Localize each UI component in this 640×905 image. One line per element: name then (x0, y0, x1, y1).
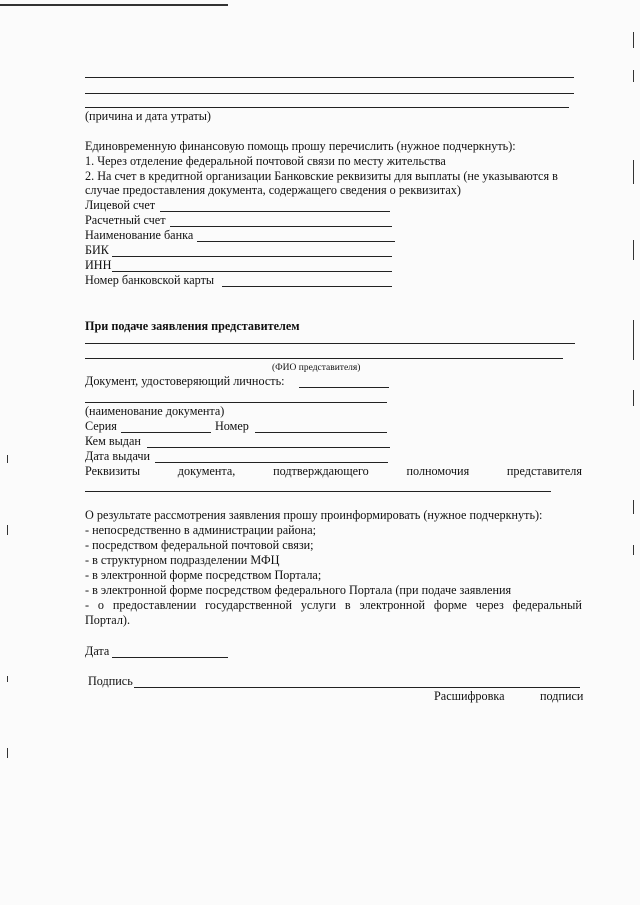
scan-margin-mark (633, 240, 634, 260)
document-name-caption: (наименование документа) (85, 404, 225, 418)
issue-date-label: Дата выдачи (85, 449, 151, 463)
option-word: в (344, 598, 351, 612)
authority-document-field[interactable] (85, 491, 551, 492)
authority-document-label (85, 464, 582, 479)
option-word: услуги (300, 598, 337, 612)
option-word: - (85, 598, 90, 612)
settlement-account-field[interactable] (170, 226, 392, 227)
option-word: электронной (359, 598, 426, 612)
bank-card-label: Номер банковской карты (85, 273, 215, 287)
authority-word: документа, (177, 464, 236, 478)
bik-field[interactable] (112, 256, 392, 257)
signature-label: Подпись (88, 674, 133, 688)
bik-label: БИК (85, 243, 109, 257)
scan-margin-mark (7, 748, 8, 758)
bank-name-field[interactable] (197, 241, 395, 242)
number-label: Номер (215, 419, 249, 433)
settlement-account-label: Расчетный счет (85, 213, 166, 227)
loss-reason-caption: (причина и дата утраты) (85, 109, 211, 123)
signature-decode-word-1: Расшифровка (434, 689, 505, 703)
option-word: государственной (205, 598, 292, 612)
payment-option-post[interactable]: 1. Через отделение федеральной почтовой связи по месту жительства (85, 154, 446, 168)
id-document-field[interactable] (299, 387, 389, 388)
scan-margin-mark (633, 32, 634, 48)
result-option-electronic-service-line2: Портал). (85, 613, 131, 627)
authority-word: полномочия (406, 464, 470, 478)
representative-heading: При подаче заявления представителем (85, 319, 300, 333)
authority-word: подтверждающего (273, 464, 369, 478)
option-word: предоставлении (112, 598, 197, 612)
inn-label: ИНН (85, 258, 112, 272)
bank-card-field[interactable] (222, 286, 392, 287)
payment-option-bank-line2: случае предоставления документа, содержащего сведения о реквизитах) (85, 183, 461, 197)
scan-margin-mark (7, 525, 8, 535)
scan-margin-mark (633, 70, 634, 82)
signature-field[interactable] (134, 687, 580, 688)
option-word: федеральный (512, 598, 582, 612)
issue-date-field[interactable] (155, 462, 388, 463)
loss-reason-line-2[interactable] (85, 93, 574, 94)
scan-margin-mark (633, 545, 634, 555)
scan-top-edge (0, 4, 228, 6)
result-option-administration[interactable]: - непосредственно в администрации района; (85, 523, 317, 537)
result-option-portal[interactable]: - в электронной форме посредством Портала; (85, 568, 322, 582)
issued-by-label: Кем выдан (85, 434, 141, 448)
loss-reason-line-1[interactable] (85, 77, 574, 78)
date-field[interactable] (112, 657, 228, 658)
scan-margin-mark (633, 390, 634, 406)
payment-option-bank-line1[interactable]: 2. На счет в кредитной организации Банковские реквизиты для выплаты (не указываются в (85, 169, 558, 183)
authority-word: Реквизиты (85, 464, 141, 478)
result-option-mfc[interactable]: - в структурном подразделении МФЦ (85, 553, 280, 567)
representative-fio-caption: (ФИО представителя) (272, 363, 361, 373)
option-word: форме (433, 598, 467, 612)
payment-intro: Единовременную финансовую помощь прошу перечислить (нужное подчеркнуть): (85, 139, 516, 153)
bank-name-label: Наименование банка (85, 228, 194, 242)
personal-account-label: Лицевой счет (85, 198, 156, 212)
scan-margin-mark (633, 500, 634, 514)
result-intro: О результате рассмотрения заявления прошу проинформировать (нужное подчеркнуть): (85, 508, 543, 522)
signature-decode-word-2: подписи (540, 689, 584, 703)
scan-margin-mark (7, 676, 8, 682)
number-field[interactable] (255, 432, 387, 433)
loss-reason-line-3[interactable] (85, 107, 569, 108)
issued-by-field[interactable] (147, 447, 390, 448)
inn-field[interactable] (112, 271, 392, 272)
series-label: Серия (85, 419, 117, 433)
scan-margin-mark (633, 160, 634, 184)
result-option-post[interactable]: - посредством федеральной почтовой связи; (85, 538, 314, 552)
personal-account-field[interactable] (160, 211, 390, 212)
document-name-line[interactable] (85, 402, 387, 403)
date-label: Дата (85, 644, 110, 658)
option-word: через (475, 598, 504, 612)
authority-word: представителя (506, 464, 582, 478)
representative-fio-line-2[interactable] (85, 358, 563, 359)
id-document-label: Документ, удостоверяющий личность: (85, 374, 285, 388)
scan-margin-mark (7, 455, 8, 463)
scan-margin-mark (633, 320, 634, 360)
representative-fio-line-1[interactable] (85, 343, 575, 344)
result-option-federal-portal[interactable]: - в электронной форме посредством федерального Портала (при подаче заявления (85, 583, 512, 597)
series-field[interactable] (121, 432, 211, 433)
option-word: о (97, 598, 104, 612)
result-option-electronic-service[interactable] (85, 598, 582, 613)
